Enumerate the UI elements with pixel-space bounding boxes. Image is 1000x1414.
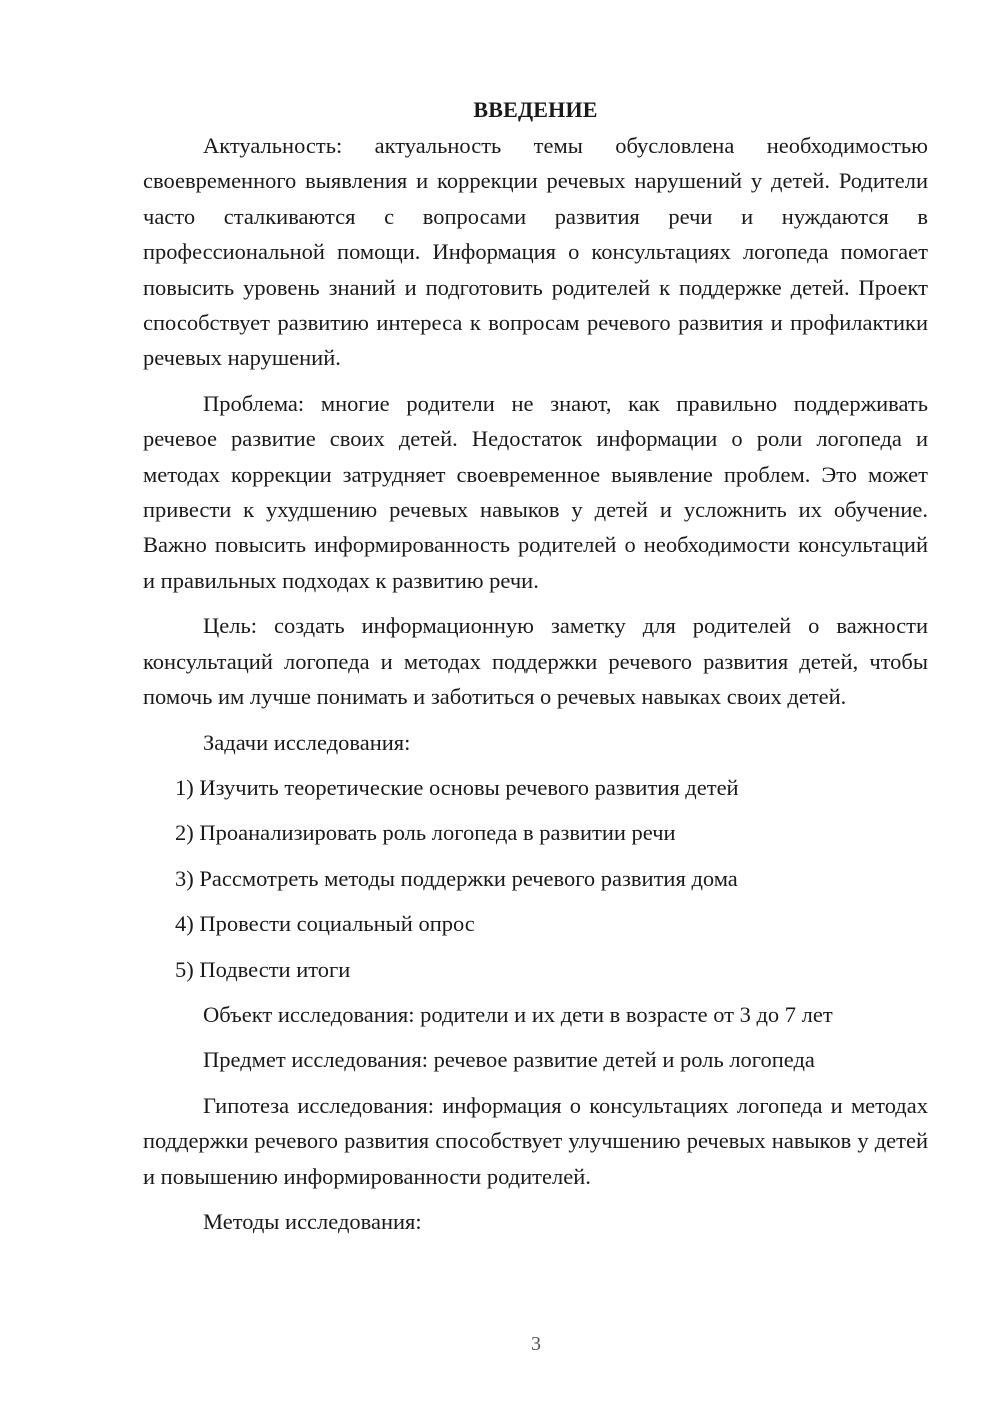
relevance-paragraph: Актуальность: актуальность темы обусловлена необходимостью своевременного выявления и коррекции речевых нарушений у детей. Родители часто сталкиваются с вопросами развития речи и нуждаются в профессиональной помощи. Информация о консультациях логопеда помогает повысить уровень знаний и подготовить родителей к поддержке детей. Проект способствует развитию интереса к вопросам речевого развития и профилактики речевых нарушений.: [143, 133, 928, 371]
list-item: 4) Провести социальный опрос: [175, 911, 475, 937]
subject-paragraph: Предмет исследования: речевое развитие детей и роль логопеда: [203, 1047, 815, 1073]
list-item: 5) Подвести итоги: [175, 956, 351, 982]
list-item: 2) Проанализировать роль логопеда в развитии речи: [175, 820, 676, 846]
goal-paragraph: Цель: создать информационную заметку для родителей о важности консультаций логопеда и методах поддержки речевого развития детей, чтобы помочь им лучше понимать и заботиться о речевых навыках своих детей.: [143, 613, 928, 710]
list-item: 1) Изучить теоретические основы речевого развития детей: [175, 774, 739, 800]
tasks-list: [143, 770, 928, 987]
page-content: [143, 92, 928, 1249]
object-paragraph: Объект исследования: родители и их дети в возрасте от 3 до 7 лет: [203, 1001, 833, 1027]
section-heading: ВВЕДЕНИЕ: [473, 97, 598, 122]
methods-paragraph: Методы исследования:: [203, 1208, 422, 1234]
page-number: 3: [531, 1333, 541, 1355]
list-item: 3) Рассмотреть методы поддержки речевого развития дома: [175, 865, 738, 891]
hypothesis-paragraph: Гипотеза исследования: информация о консультациях логопеда и методах поддержки речевого развития способствует улучшению речевых навыков у детей и повышению информированности родителей.: [143, 1092, 928, 1189]
problem-paragraph: Проблема: многие родители не знают, как правильно поддерживать речевое развитие своих детей. Недостаток информации о роли логопеда и методах коррекции затрудняет своевременное выявление проблем. Это может привести к ухудшению речевых навыков у детей и усложнить их обучение. Важно повысить информированность родителей о необходимости консультаций и правильных подходах к развитию речи.: [143, 390, 928, 593]
tasks-title: Задачи исследования:: [203, 729, 411, 755]
